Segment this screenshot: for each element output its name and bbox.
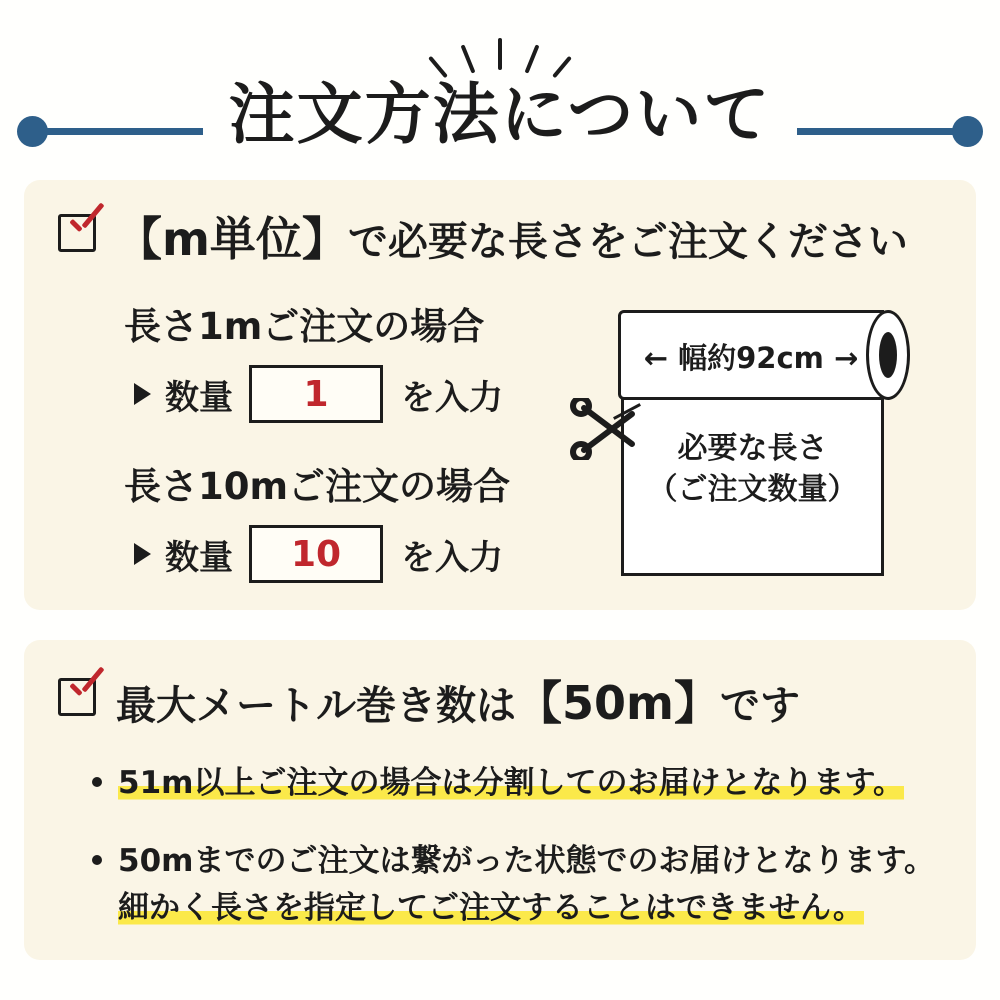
case-label-1m: 長さ1mご注文の場合 <box>124 305 485 348</box>
list-item <box>92 838 935 932</box>
roll-width-label: ← 幅約92cm → <box>643 341 859 375</box>
header-rule-right <box>797 128 962 135</box>
checkbox-checked-icon <box>58 214 96 252</box>
triangle-bullet-icon <box>134 383 151 405</box>
section2-headline-post: です <box>719 683 800 729</box>
section-max-length-card <box>24 640 976 960</box>
roll-sheet-label <box>621 428 884 511</box>
roll-sheet-label-line2: （ご注文数量） <box>647 472 858 508</box>
triangle-bullet-icon <box>134 543 151 565</box>
header-dot-right <box>952 116 983 147</box>
bullet-2-line2: 細かく長さを指定してご注文することはできません。 <box>118 890 864 927</box>
qty-input-1m[interactable]: 1 <box>249 365 383 423</box>
bullet-1-line1: 51m以上ご注文の場合は分割してのお届けとなります。 <box>118 765 904 801</box>
qty-tail-10m: を入力 <box>401 537 503 578</box>
checkbox-checked-icon <box>58 678 96 716</box>
bullet-dot-icon <box>92 855 102 865</box>
page-title: 注文方法について <box>228 76 772 153</box>
sparkle-lines-icon <box>430 32 570 82</box>
case-label-10m: 長さ10mご注文の場合 <box>124 465 511 508</box>
qty-label-10m: 数量 <box>165 537 233 578</box>
qty-row-10m <box>134 525 503 583</box>
scissors-icon <box>570 398 640 460</box>
qty-tail-1m: を入力 <box>401 377 503 418</box>
section2-headline-pre: 最大メートル巻き数は <box>116 683 516 729</box>
bullet-dot-icon <box>92 777 102 787</box>
qty-row-1m <box>134 365 503 423</box>
bullet-1-text <box>118 760 904 807</box>
qty-label-1m: 数量 <box>165 377 233 418</box>
wallpaper-roll-icon <box>618 310 918 580</box>
roll-sheet-label-line1: 必要な長さ <box>677 431 828 466</box>
list-item <box>92 760 904 807</box>
section1-headline <box>116 212 908 266</box>
page-header <box>0 20 1000 160</box>
section2-headline-strong: 【50m】 <box>516 676 720 730</box>
bullet-2-line1: 50mまでのご注文は繋がった状態でのお届けとなります。 <box>118 843 935 879</box>
section1-headline-rest: で必要な長さをご注文ください <box>347 219 908 265</box>
qty-input-10m[interactable]: 10 <box>249 525 383 583</box>
bullet-2-text <box>118 838 935 932</box>
section1-headline-strong: 【m単位】 <box>116 212 348 266</box>
section2-headline <box>116 676 800 730</box>
